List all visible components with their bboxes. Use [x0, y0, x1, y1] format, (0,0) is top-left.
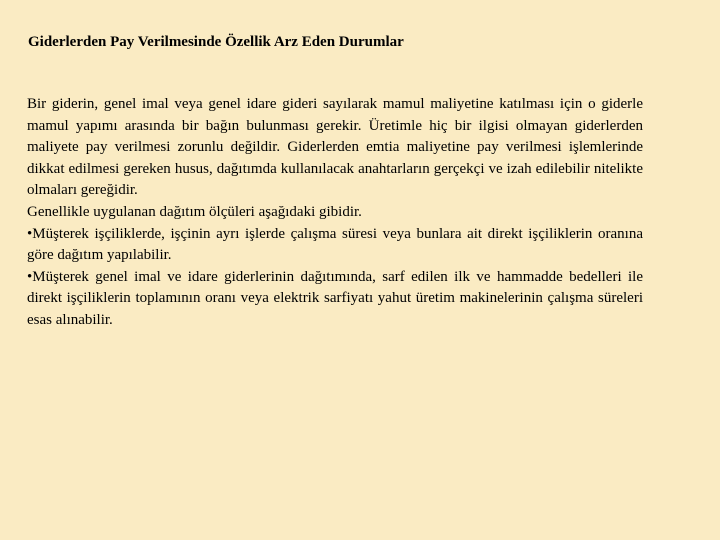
slide-body: [27, 94, 643, 332]
bullet-item: •Müşterek genel imal ve idare giderlerinin dağıtımında, sarf edilen ilk ve hammadde bedelleri ile direkt işçiliklerin toplamının oranı veya elektrik sarfiyatı yahut üretim makinelerinin çalışma süreleri esas alınabilir.: [27, 268, 643, 328]
body-paragraph: Genellikle uygulanan dağıtım ölçüleri aşağıdaki gibidir.: [27, 203, 362, 220]
bullet-item: •Müşterek işçiliklerde, işçinin ayrı işlerde çalışma süresi veya bunlara ait direkt işçiliklerin oranına göre dağıtım yapılabilir.: [27, 225, 643, 264]
body-paragraph: Bir giderin, genel imal veya genel idare gideri sayılarak mamul maliyetine katılması için o giderle mamul yapımı arasında bir bağın bulunması gerekir. Üretimle hiç bir ilgisi olmayan giderlerden maliyete pay verilmesi zorunlu değildir. Giderlerden emtia maliyetine pay verilmesi işlemlerinde dikkat edilmesi gereken husus, dağıtımda kullanılacak anahtarların gerçekçi ve izah edilebilir nitelikte olmaları gereğidir.: [27, 96, 643, 199]
slide-title: Giderlerden Pay Verilmesinde Özellik Arz Eden Durumlar: [28, 34, 404, 50]
